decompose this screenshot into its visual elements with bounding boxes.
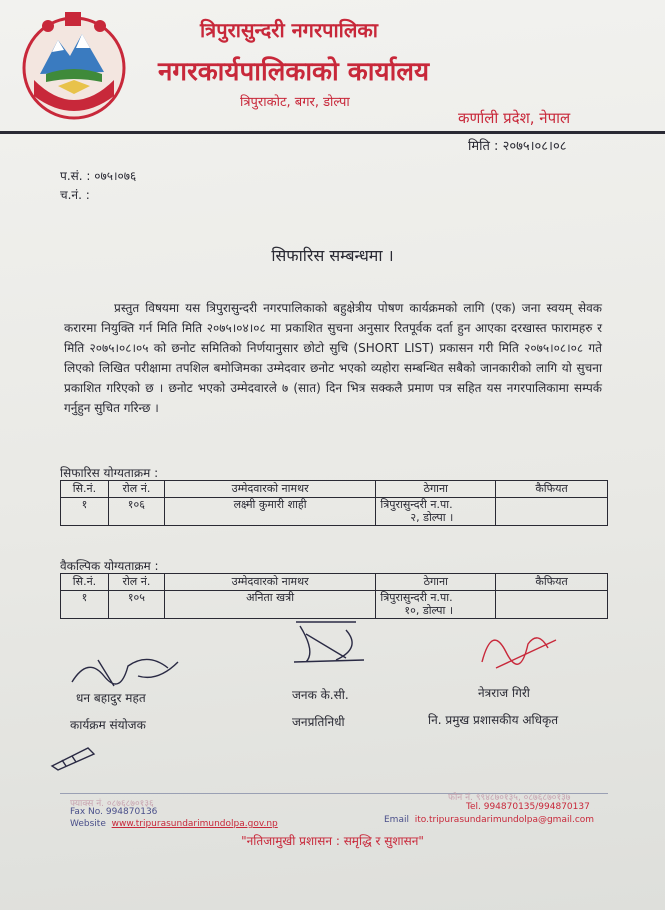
column-header: कैफियत xyxy=(496,481,608,498)
email-link[interactable]: ito.tripurasundarimundolpa@gmail.com xyxy=(414,815,595,825)
letter-date: मिति : २०७५।०८।०८ xyxy=(468,139,567,154)
footer-website xyxy=(70,819,278,829)
nepal-emblem-icon xyxy=(18,10,130,128)
candidate-name-cell: लक्ष्मी कुमारी शाही xyxy=(164,498,376,526)
column-header: रोल नं. xyxy=(108,481,164,498)
province-name: कर्णाली प्रदेश, नेपाल xyxy=(458,109,571,127)
municipality-name: त्रिपुरासुन्दरी नगरपालिका xyxy=(200,18,378,42)
signatory-2-title: जनप्रतिनिधी xyxy=(292,715,345,729)
footer-fax-nepali: फ्याक्स नं. ०८७६८७०१३६ xyxy=(70,799,154,809)
serial-number-cell: १ xyxy=(61,498,109,526)
recommended-table xyxy=(60,480,608,526)
roll-number-cell: १०६ xyxy=(108,498,164,526)
alternative-list-title: वैकल्पिक योग्यताक्रम : xyxy=(60,559,159,573)
header-divider xyxy=(0,131,665,134)
recommended-list-title: सिफारिस योग्यताक्रम : xyxy=(60,466,159,480)
column-header: कैफियत xyxy=(496,574,608,591)
pen-scribble-icon xyxy=(48,742,98,772)
signatory-1-title: कार्यक्रम संयोजक xyxy=(70,718,146,732)
footer-motto: "नतिजामुखी प्रशासन : समृद्धि र सुशासन" xyxy=(241,834,424,848)
reference-number: प.सं. : ०७५।०७६ xyxy=(60,169,137,183)
office-name: नगरकार्यपालिकाको कार्यालय xyxy=(158,57,430,87)
letter-body xyxy=(64,298,602,418)
letter-subject: सिफारिस सम्बन्धमा । xyxy=(271,246,394,265)
table-header-row xyxy=(61,481,608,498)
email-label: Email xyxy=(384,815,409,825)
column-header: सि.नं. xyxy=(61,481,109,498)
address-cell xyxy=(376,591,496,619)
column-header: ठेगाना xyxy=(376,574,496,591)
signature-2-icon xyxy=(286,612,370,668)
remarks-cell xyxy=(496,591,608,619)
signatory-3-title: नि. प्रमुख प्रशासकीय अधिकृत xyxy=(428,713,559,727)
table-row xyxy=(61,498,608,526)
signatory-1-name: धन बहादुर महत xyxy=(76,691,146,705)
serial-number-cell: १ xyxy=(61,591,109,619)
address-line: त्रिपुरासुन्दरी न.पा. xyxy=(380,591,453,604)
table-header-row xyxy=(61,574,608,591)
footer-tel: Tel. 994870135/994870137 xyxy=(466,802,590,812)
roll-number-cell: १०५ xyxy=(108,591,164,619)
address-cell xyxy=(376,498,496,526)
candidate-name-cell: अनिता खत्री xyxy=(164,591,376,619)
letter-body-text: प्रस्तुत विषयमा यस त्रिपुरासुन्दरी नगरपालिकाको बहुक्षेत्रीय पोषण कार्यक्रमको लागि (एक) जना स्वयम् सेवक करारमा नियुक्ति गर्न मिति मिति २०७५।०४।०८ मा प्रकाशित सुचना अनुसार रितपूर्वक दर्ता हुन आएका दरखास्त फारामहरु र मिति २०७५।०८।०५ को छनोट समितिको निर्णयानुसार छोटो सुचि (SHORT LIST) प्रकासन गरी मिति २०७५।०८।०८ गते लिएको लिखित परीक्षामा तपशिल बमोजिमका उम्मेदवार छनोट भएको व्यहोरा सम्बन्धित सबैको जानकारीको लागि यो सुचना प्रकाशित गरिएको छ । छनोट भएको उम्मेदवारले ७ (सात) दिन भित्र सक्कलै प्रमाण पत्र सहित यस नगरपालिकामा सम्पर्क गर्नुहुन सुचित गरिन्छ । xyxy=(64,301,602,415)
website-label: Website xyxy=(70,819,106,829)
address-line: १०, डोल्पा । xyxy=(404,604,454,617)
signatory-2-name: जनक के.सी. xyxy=(292,688,349,702)
signature-1-icon xyxy=(68,646,188,690)
address-line: २, डोल्पा । xyxy=(410,511,454,524)
footer-email xyxy=(384,815,594,825)
dispatch-number: च.नं. : xyxy=(60,188,90,202)
column-header: रोल नं. xyxy=(108,574,164,591)
column-header: उम्मेदवारको नामथर xyxy=(164,574,376,591)
address-line: त्रिपुरासुन्दरी न.पा. xyxy=(380,498,453,511)
footer-fax: Fax No. 994870136 xyxy=(70,807,158,817)
signature-3-icon xyxy=(476,618,562,676)
column-header: सि.नं. xyxy=(61,574,109,591)
signatory-3-name: नेत्रराज गिरी xyxy=(478,686,530,700)
footer-phone-nepali: फोन नं. ९९४८७०१३५, ०८७६८७०१३७ xyxy=(448,793,571,803)
office-address: त्रिपुराकोट, बगर, डोल्पा xyxy=(240,95,350,110)
column-header: उम्मेदवारको नामथर xyxy=(164,481,376,498)
website-link[interactable]: www.tripurasundarimundolpa.gov.np xyxy=(111,819,278,829)
remarks-cell xyxy=(496,498,608,526)
column-header: ठेगाना xyxy=(376,481,496,498)
